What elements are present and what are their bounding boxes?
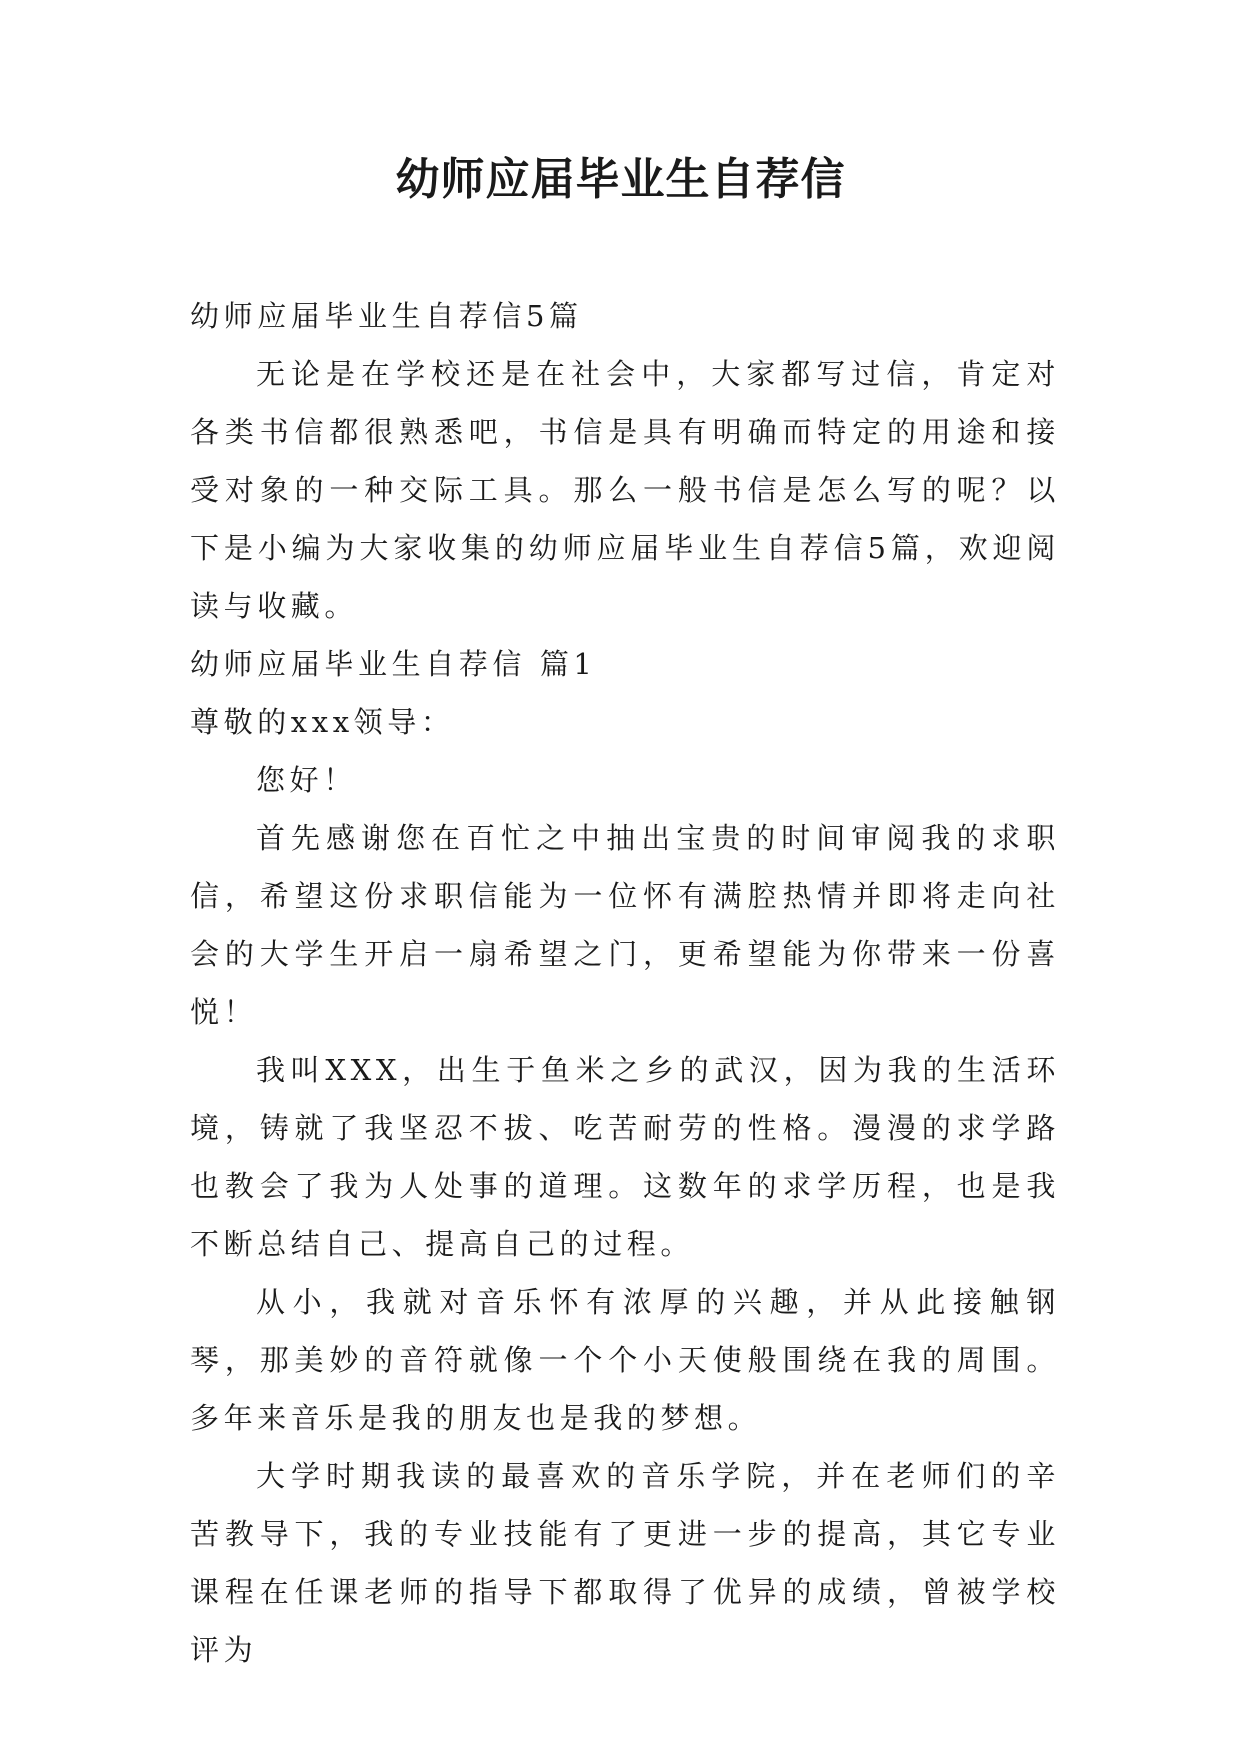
body-paragraph: 从小，我就对音乐怀有浓厚的兴趣，并从此接触钢琴，那美妙的音符就像一个个小天使般围绕在我的周围。多年来音乐是我的朋友也是我的梦想。: [190, 1285, 1060, 1435]
document-title: 幼师应届毕业生自荐信: [395, 154, 846, 205]
body-paragraph: 我叫XXX，出生于鱼米之乡的武汉，因为我的生活环境，铸就了我坚忍不拔、吃苦耐劳的性格。漫漫的求学路也教会了我为人处事的道理。这数年的求学历程，也是我不断总结自己、提高自己的过程。: [190, 1053, 1060, 1261]
greeting: 您好！: [256, 763, 357, 797]
subtitle-paragraph: 幼师应届毕业生自荐信5篇: [190, 299, 583, 333]
intro-paragraph: 无论是在学校还是在社会中，大家都写过信，肯定对各类书信都很熟悉吧，书信是具有明确而特定的用途和接受对象的一种交际工具。那么一般书信是怎么写的呢？以下是小编为大家收集的幼师应届毕业生自荐信5篇，欢迎阅读与收藏。: [190, 357, 1060, 623]
section-heading: 幼师应届毕业生自荐信 篇1: [190, 647, 597, 681]
body-paragraph: 首先感谢您在百忙之中抽出宝贵的时间审阅我的求职信，希望这份求职信能为一位怀有满腔热情并即将走向社会的大学生开启一扇希望之门，更希望能为你带来一份喜悦！: [190, 821, 1060, 1029]
document-body: [190, 287, 1060, 1679]
salutation: 尊敬的xxx领导：: [190, 705, 455, 739]
body-paragraph: 大学时期我读的最喜欢的音乐学院，并在老师们的辛苦教导下，我的专业技能有了更进一步的提高，其它专业课程在任课老师的指导下都取得了优异的成绩，曾被学校评为: [190, 1459, 1060, 1667]
